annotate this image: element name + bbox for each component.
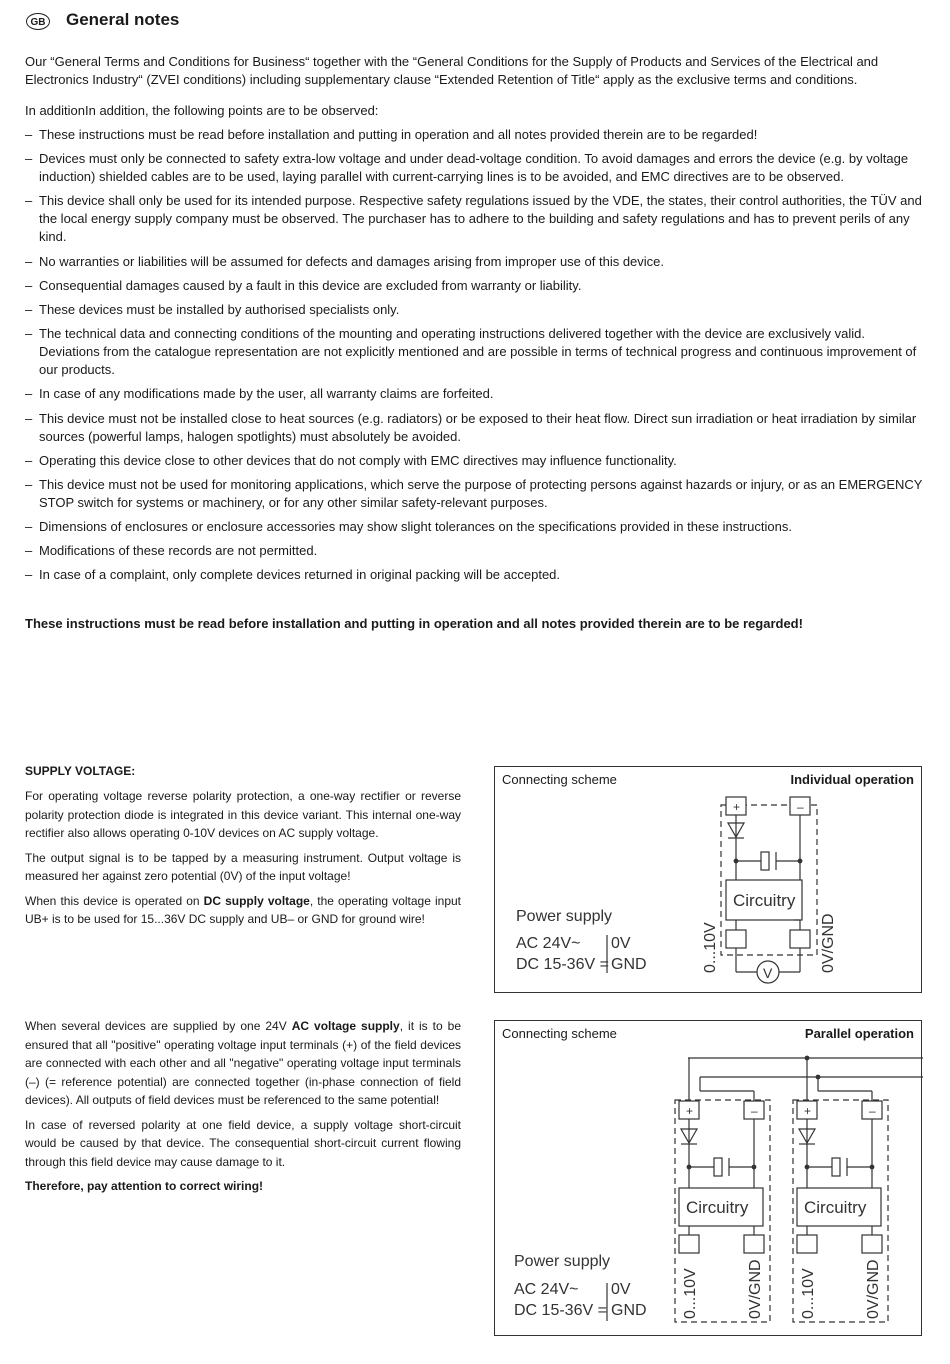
note-item: – In case of any modifications made by the user, all warranty claims are forfeited. — [25, 385, 925, 403]
minus-terminal-label: – — [797, 800, 804, 814]
circuitry-label: Circuitry — [733, 891, 796, 910]
connecting-scheme-parallel — [494, 1020, 922, 1336]
supply-dc-left: DC 15-36V = — [516, 956, 609, 973]
diagram-title: Connecting scheme — [502, 1026, 617, 1041]
circuitry-label: Circuitry — [804, 1198, 867, 1217]
plus-terminal-label: + — [733, 800, 741, 814]
power-supply-label: Power supply — [514, 1253, 611, 1270]
circuitry-label: Circuitry — [686, 1198, 749, 1217]
supply-ac-left: AC 24V~ — [516, 935, 581, 952]
plus-terminal-label: + — [686, 1104, 694, 1118]
output-signal-label: 0...10V — [702, 922, 719, 973]
intro-paragraph: Our “General Terms and Conditions for Business“ together with the “General Conditions for the Supply of Products and Services of the Electrical and Electronics Industry“ (ZVEI conditions) including supplementary clause “Extended Retention of Title“ apply as the exclusive terms and conditions. — [25, 54, 879, 87]
diagram-mode: Parallel operation — [804, 1026, 914, 1041]
lead-paragraph: In additionIn addition, the following points are to be observed: — [25, 103, 379, 118]
diagram-title: Connecting scheme — [502, 772, 617, 787]
note-item: – This device must not be installed close to heat sources (e.g. radiators) or be exposed to their heat flow. Direct sun irradiation or heat irradiation by similar sources (powerful lamps, halogen spotlights) must absolutely be avoided. — [25, 410, 925, 446]
output-ground-label: 0V/GND — [820, 913, 837, 973]
note-item: – In case of a complaint, only complete devices returned in original packing will be accepted. — [25, 566, 925, 584]
supply-paragraph: When several devices are supplied by one 24V AC voltage supply, it is to be ensured that all "positive" operating voltage input terminals (+) of the field devices are connected with each other and all "negative" operating voltage input terminals (–) (= reference potential) are connected together (in-phase connection of field devices). All outputs of field devices must be referenced to the same potential! — [25, 1019, 462, 1107]
note-item: – This device shall only be used for its intended purpose. Respective safety regulations issued by the VDE, the states, their control authorities, the TÜV and the local energy supply company must be observed. The purchaser has to adhere to the building and safety regulations and has to prevent perils of any kind. — [25, 192, 925, 246]
note-item: – The technical data and connecting conditions of the mounting and operating instructions delivered together with the device are exclusively valid. Deviations from the catalogue representation are not explicitly mentioned and are possible in terms of technical progress and continuous improvement of our products. — [25, 325, 925, 379]
output-ground-label: 0V/GND — [747, 1259, 764, 1319]
language-badge: GB — [26, 13, 50, 30]
output-signal-label: 0...10V — [682, 1268, 699, 1319]
supply-text-block-2 — [25, 1017, 461, 1202]
supply-dc-right: GND — [611, 956, 647, 973]
note-item: – These devices must be installed by authorised specialists only. — [25, 301, 925, 319]
plus-terminal-label: + — [804, 1104, 812, 1118]
note-item: – Operating this device close to other devices that do not comply with EMC directives may influence functionality. — [25, 452, 925, 470]
supply-ac-right: 0V — [611, 935, 631, 952]
warning-text: These instructions must be read before installation and putting in operation and all notes provided therein are to be regarded! — [25, 616, 803, 631]
voltmeter-label: V — [763, 965, 773, 981]
output-ground-label: 0V/GND — [865, 1259, 882, 1319]
note-item: – Consequential damages caused by a fault in this device are excluded from warranty or liability. — [25, 277, 925, 295]
power-supply-label: Power supply — [516, 908, 613, 925]
supply-ac-right: 0V — [611, 1281, 631, 1298]
connecting-scheme-individual — [494, 766, 922, 993]
supply-paragraph: When this device is operated on DC supply voltage, the operating voltage input UB+ is to be used for 15...36V DC supply and UB– or GND for ground wire! — [25, 893, 461, 926]
diagram-mode: Individual operation — [790, 772, 914, 787]
supply-ac-left: AC 24V~ — [514, 1281, 579, 1298]
supply-paragraph: Therefore, pay attention to correct wiring! — [25, 1179, 264, 1193]
note-item: – Dimensions of enclosures or enclosure accessories may show slight tolerances on the specifications provided in these instructions. — [25, 518, 925, 536]
output-signal-label: 0...10V — [800, 1268, 817, 1319]
supply-voltage-heading: SUPPLY VOLTAGE: — [25, 764, 136, 778]
note-item: – This device must not be used for monitoring applications, which serve the purpose of protecting persons against hazards or injury, or as an EMERGENCY STOP switch for systems or machinery, or for any other similar safety-relevant purposes. — [25, 476, 925, 512]
supply-dc-left: DC 15-36V = — [514, 1302, 607, 1319]
note-item: – Modifications of these records are not permitted. — [25, 542, 925, 560]
supply-text-block-1 — [25, 787, 461, 935]
page-title: General notes — [66, 10, 180, 29]
minus-terminal-label: – — [751, 1104, 758, 1118]
supply-dc-right: GND — [611, 1302, 647, 1319]
note-item: – These instructions must be read before installation and putting in operation and all notes provided therein are to be regarded! — [25, 126, 925, 144]
supply-paragraph: In case of reversed polarity at one field device, a supply voltage short-circuit would be caused by that device. The consequential short-circuit current flowing through this field device may cause damage to it. — [25, 1117, 461, 1169]
supply-paragraph: For operating voltage reverse polarity protection, a one-way rectifier or reverse polarity protection diode is integrated in this device variant. This internal one-way rectifier also allows operating 0-10V devices on AC supply voltage. — [25, 789, 461, 840]
general-notes-list — [25, 126, 925, 591]
note-item: – No warranties or liabilities will be assumed for defects and damages arising from improper use of this device. — [25, 253, 925, 271]
minus-terminal-label: – — [869, 1104, 876, 1118]
note-item: – Devices must only be connected to safety extra-low voltage and under dead-voltage condition. To avoid damages and errors the device (e.g. by voltage induction) shielded cables are to be used, laying parallel with current-carrying lines is to be avoided, and EMC directives are to be observed. — [25, 150, 925, 186]
supply-paragraph: The output signal is to be tapped by a measuring instrument. Output voltage is measured her against zero potential (0V) of the input voltage! — [25, 850, 461, 883]
